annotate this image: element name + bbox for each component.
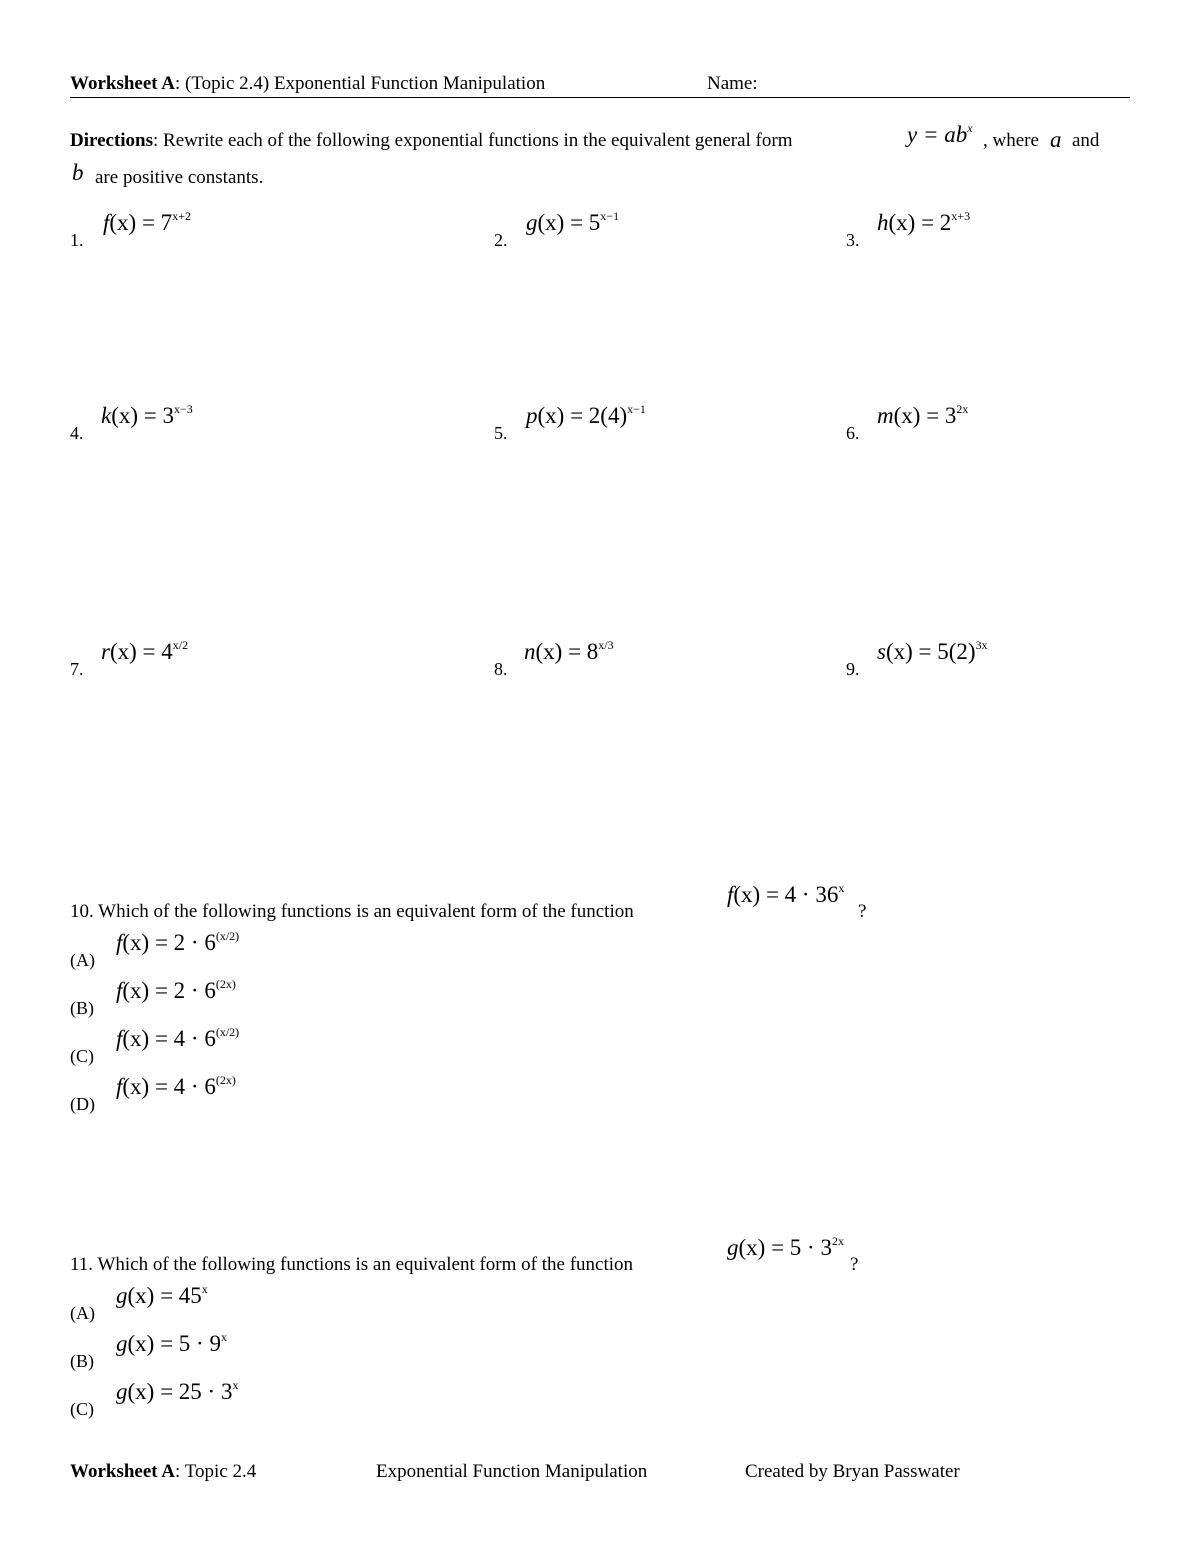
choice-label[interactable]: (C): [70, 1046, 94, 1066]
choice-function[interactable]: $g(x) = 45^x$: [116, 1282, 208, 1308]
question-prompt: 10. Which of the following functions is an equivalent form of the function: [70, 901, 634, 922]
footer-left: [70, 1461, 256, 1483]
choice-function[interactable]: $g(x) = 25 \cdot 3^x$: [116, 1378, 239, 1404]
problem-function: $r(x) = 4^{x/2}$: [101, 638, 189, 664]
footer-title: Exponential Function Manipulation: [376, 1461, 648, 1482]
choice-label[interactable]: (D): [70, 1094, 95, 1114]
choice-label[interactable]: (A): [70, 1303, 95, 1323]
question-function: $g(x) = 5 \cdot 3^{2x}$: [727, 1234, 844, 1260]
choice-function[interactable]: $f(x) = 4 \cdot 6^{(x/2)}$: [116, 1025, 240, 1051]
var-b: b: [72, 160, 84, 185]
directions-label: Directions: [70, 130, 154, 151]
problem-function: $h(x) = 2^{x+3}$: [877, 209, 971, 235]
var-a: a: [1050, 127, 1062, 152]
choice-function[interactable]: $f(x) = 2 \cdot 6^{(x/2)}$: [116, 929, 240, 955]
problem-number: 3.: [846, 230, 860, 250]
header-topic: : (Topic 2.4) Exponential Function Manipulation: [175, 73, 546, 94]
directions-text: : Rewrite each of the following exponential functions in the equivalent general form: [153, 130, 793, 151]
question-prompt: 11. Which of the following functions is an equivalent form of the function: [70, 1254, 634, 1275]
choice-function[interactable]: $f(x) = 4 \cdot 6^{(2x)}$: [116, 1073, 236, 1099]
choice-label[interactable]: (C): [70, 1399, 94, 1419]
problem-number: 5.: [494, 423, 508, 443]
choice-function[interactable]: $f(x) = 2 \cdot 6^{(2x)}$: [116, 977, 236, 1003]
general-form: [907, 122, 973, 148]
problem-function: $k(x) = 3^{x-3}$: [101, 402, 193, 428]
header-title: [70, 73, 545, 95]
choice-function[interactable]: $g(x) = 5 \cdot 9^x$: [116, 1330, 227, 1356]
worksheet-label: Worksheet A: [70, 73, 176, 94]
general-form-base: y = ab: [907, 122, 968, 147]
name-label: Name:: [707, 73, 758, 94]
problem-number: 4.: [70, 423, 84, 443]
footer-worksheet-label: Worksheet A: [70, 1461, 176, 1482]
problem-function: $p(x) = 2(4)^{x-1}$: [526, 402, 646, 428]
choice-label[interactable]: (A): [70, 950, 95, 970]
problem-function: $g(x) = 5^{x-1}$: [526, 209, 620, 235]
header-rule: [70, 97, 1130, 98]
directions-where: , where: [983, 130, 1039, 151]
question-mark: ?: [850, 1254, 859, 1275]
problem-number: 2.: [494, 230, 508, 250]
problem-number: 6.: [846, 423, 860, 443]
problem-function: $m(x) = 3^{2x}$: [877, 402, 969, 428]
directions-line-2: are positive constants.: [95, 167, 264, 188]
problem-number: 9.: [846, 659, 860, 679]
directions-and: and: [1072, 130, 1100, 151]
problem-function: $s(x) = 5(2)^{3x}$: [877, 638, 988, 664]
problem-number: 1.: [70, 230, 84, 250]
question-mark: ?: [858, 901, 867, 922]
footer-credit: Created by Bryan Passwater: [745, 1461, 960, 1482]
question-function: $f(x) = 4 \cdot 36^x$: [727, 881, 845, 907]
choice-label[interactable]: (B): [70, 1351, 94, 1371]
problem-function: $n(x) = 8^{x/3}$: [524, 638, 614, 664]
problem-function: $f(x) = 7^{x+2}$: [103, 209, 191, 235]
problem-number: 8.: [494, 659, 508, 679]
footer-topic: : Topic 2.4: [175, 1461, 257, 1482]
directions-line-1: [70, 130, 793, 152]
problem-number: 7.: [70, 659, 84, 679]
choice-label[interactable]: (B): [70, 998, 94, 1018]
general-form-exp: x: [967, 121, 973, 135]
